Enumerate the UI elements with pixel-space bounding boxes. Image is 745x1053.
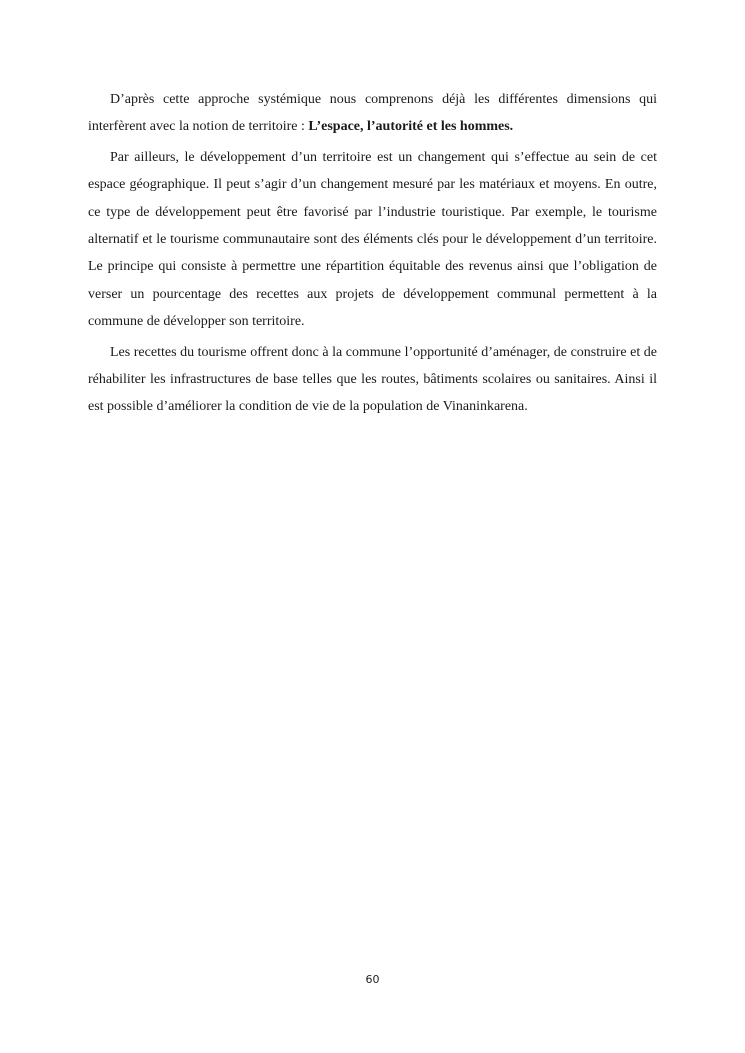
page-number: 60 bbox=[365, 973, 380, 986]
paragraph-text: D’après cette approche systémique nous comprenons déjà les différentes dimensions qui interfèrent avec la notion de territoire : bbox=[88, 92, 657, 135]
paragraph-territory-dimensions bbox=[88, 86, 657, 141]
body-text bbox=[88, 86, 657, 421]
paragraph-territory-development: Par ailleurs, le développement d’un territoire est un changement qui s’effectue au sein de cet espace géographique. Il peut s’agir d’un changement mesuré par les matériaux et moyens. En outre, ce type de développement peut être favorisé par l’industrie touristique. Par exemple, le tourisme alternatif et le tourisme communautaire sont des éléments clés pour le développement d’un territoire. Le principe qui consiste à permettre une répartition équitable des revenus ainsi que l’obligation de verser un pourcentage des recettes aux projets de développement communal permettent à la commune de développer son territoire. bbox=[88, 149, 657, 330]
bold-dimensions-phrase: L’espace, l’autorité et les hommes. bbox=[308, 119, 514, 135]
paragraph-tourism-revenue: Les recettes du tourisme offrent donc à la commune l’opportunité d’aménager, de construire et de réhabiliter les infrastructures de base telles que les routes, bâtiments scolaires ou sanitaires. Ainsi il est possible d’améliorer la condition de vie de la population de Vinaninkarena. bbox=[88, 344, 657, 415]
